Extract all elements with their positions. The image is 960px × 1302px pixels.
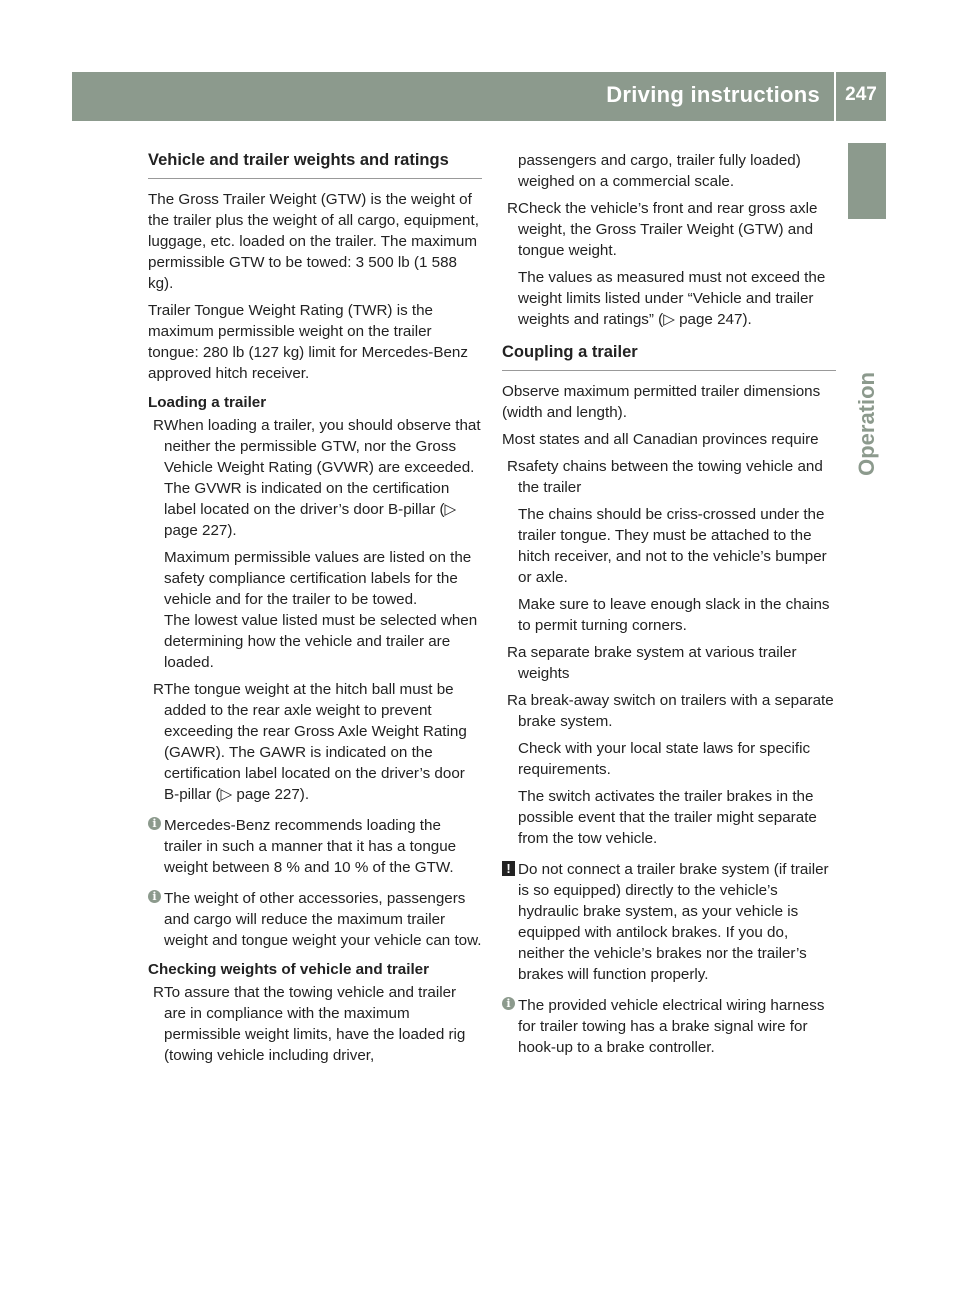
warning-note-text: Do not connect a trailer brake system (if trailer is so equipped) directly to the vehicle’s hydraulic brake system, as your vehicle is equipped with antilock brakes. If you do, neither the vehicle’s brakes nor the trailer’s brakes will function properly.: [518, 861, 829, 983]
list-item: [148, 679, 482, 805]
list-item: [148, 982, 482, 1066]
continued-text: passengers and cargo, trailer fully loaded) weighed on a commercial scale.: [518, 152, 801, 190]
sub-paragraph: The switch activates the trailer brakes in the possible event that the trailer might separate from the tow vehicle.: [518, 788, 817, 847]
list-item: [502, 642, 836, 684]
list-item-text: To assure that the towing vehicle and trailer are in compliance with the maximum permissible weight limits, have the loaded rig (towing vehicle including driver,: [164, 984, 466, 1064]
section-heading: Vehicle and trailer weights and ratings: [148, 150, 482, 179]
info-note-text: The provided vehicle electrical wiring harness for trailer towing has a brake signal wire for hook-up to a brake controller.: [518, 997, 825, 1056]
warning-icon: !: [502, 861, 515, 876]
list-item-text: When loading a trailer, you should observe that neither the permissible GTW, nor the Gross Vehicle Weight Rating (GVWR) are exceeded. The GVWR is indicated on the certification label located on the driver’s door B-pillar (▷ page 227).: [164, 417, 481, 539]
sub-paragraph: Make sure to leave enough slack in the chains to permit turning corners.: [518, 596, 830, 634]
info-note-text: The weight of other accessories, passengers and cargo will reduce the maximum trailer weight and tongue weight your vehicle can tow.: [164, 890, 482, 949]
list-item-text: The tongue weight at the hitch ball must be added to the rear axle weight to prevent exceeding the rear Gross Axle Weight Rating (GAWR). The GAWR is indicated on the certification label located on the driver’s door B-pillar (▷ page 227).: [164, 681, 467, 803]
paragraph: Most states and all Canadian provinces require: [502, 431, 819, 448]
subheading: Loading a trailer: [148, 394, 267, 411]
paragraph: The Gross Trailer Weight (GTW) is the weight of the trailer plus the weight of all cargo, equipment, luggage, etc. loaded on the trailer. The maximum permissible GTW to be towed: 3 500 lb (1 588 kg).: [148, 191, 479, 292]
subheading: Checking weights of vehicle and trailer: [148, 961, 430, 978]
left-column: [148, 150, 482, 1072]
page-header: [72, 72, 834, 121]
info-note: [502, 995, 836, 1058]
paragraph: Observe maximum permitted trailer dimensions (width and length).: [502, 383, 821, 421]
sub-paragraph-text: Maximum permissible values are listed on the safety compliance certification labels for the vehicle and for the trailer to be towed.: [164, 549, 472, 608]
info-icon: i: [148, 890, 161, 903]
page-number: 247: [845, 84, 877, 105]
sub-paragraph: Check with your local state laws for specific requirements.: [518, 740, 811, 778]
info-note: [148, 815, 482, 878]
list-item-text: safety chains between the towing vehicle and the trailer: [518, 458, 823, 496]
bullet-icon: R: [153, 417, 164, 434]
bullet-icon: R: [507, 644, 518, 661]
list-item-text: a separate brake system at various trailer weights: [518, 644, 797, 682]
info-note-text: Mercedes-Benz recommends loading the trailer in such a manner that it has a tongue weight between 8 % and 10 % of the GTW.: [164, 817, 457, 876]
info-icon: i: [148, 817, 161, 830]
page-number-box: [836, 72, 886, 121]
list-item: [502, 690, 836, 732]
info-icon: i: [502, 997, 515, 1010]
side-tab-label: Operation: [854, 372, 879, 476]
sub-paragraph: The chains should be criss-crossed under the trailer tongue. They must be attached to the hitch receiver, and not to the vehicle’s bumper or axle.: [518, 506, 827, 586]
list-item: [148, 415, 482, 541]
list-item: [502, 198, 836, 261]
right-column: [502, 150, 836, 1064]
bullet-icon: R: [153, 984, 164, 1001]
list-item-text: Check the vehicle’s front and rear gross axle weight, the Gross Trailer Weight (GTW) and tongue weight.: [518, 200, 818, 259]
header-title: Driving instructions: [606, 82, 820, 107]
bullet-icon: R: [153, 681, 164, 698]
side-tab-marker: [848, 143, 886, 219]
sub-paragraph: [148, 547, 482, 673]
info-note: [148, 888, 482, 951]
bullet-icon: R: [507, 458, 518, 475]
sub-paragraph: The values as measured must not exceed the weight limits listed under “Vehicle and trailer weights and ratings” (▷ page 247).: [518, 269, 826, 328]
section-heading: Coupling a trailer: [502, 342, 836, 371]
list-item-text: a break-away switch on trailers with a separate brake system.: [518, 692, 834, 730]
paragraph: Trailer Tongue Weight Rating (TWR) is the maximum permissible weight on the trailer tongue: 280 lb (127 kg) limit for Mercedes-Benz approved hitch receiver.: [148, 302, 468, 382]
bullet-icon: R: [507, 200, 518, 217]
warning-note: [502, 859, 836, 985]
bullet-icon: R: [507, 692, 518, 709]
sub-paragraph-text: The lowest value listed must be selected when determining how the vehicle and trailer are loaded.: [164, 612, 478, 671]
list-item: [502, 456, 836, 498]
